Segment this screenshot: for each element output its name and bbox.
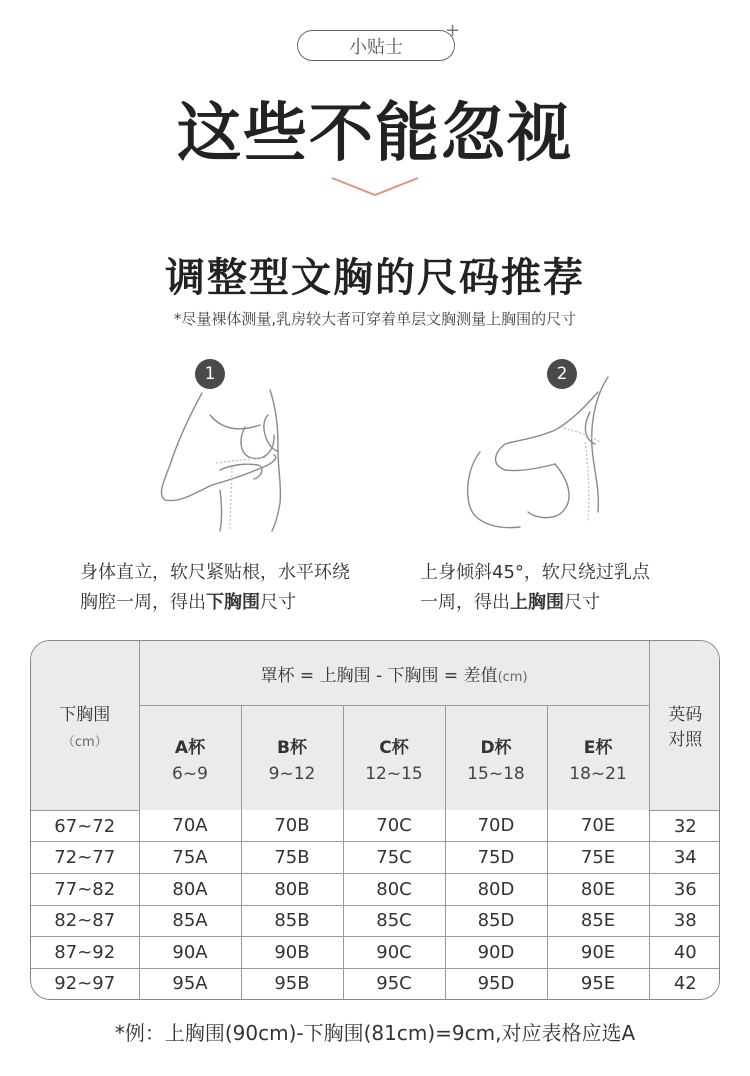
table-row: [31, 905, 720, 937]
step-2-line2: [420, 588, 650, 618]
step-1-number: 1: [204, 364, 216, 384]
step-1-line2-bold: 下胸围: [206, 592, 260, 613]
underbust-header: [31, 641, 139, 810]
cup-header-2: [343, 706, 445, 811]
uk-cell: 42: [649, 968, 720, 999]
section-title: 调整型文胸的尺码推荐: [165, 255, 585, 301]
size-cell: 75D: [445, 842, 547, 874]
size-rows: [31, 810, 720, 999]
step-2-line2-pre: 一周，得出: [420, 592, 510, 613]
step-2-line1: 上身倾斜45°，软尺绕过乳点: [420, 562, 650, 583]
size-cell: 80D: [445, 873, 547, 905]
table-row: [31, 810, 720, 842]
size-cell: 75E: [547, 842, 649, 874]
step-1-line2-pre: 胸腔一周，得出: [80, 592, 206, 613]
uk-cell: 40: [649, 937, 720, 969]
uk-cell: 36: [649, 873, 720, 905]
underbust-cell: 92~97: [31, 968, 139, 999]
size-cell: 90C: [343, 937, 445, 969]
cup-range: 9~12: [268, 763, 316, 784]
cup-header-4: [547, 706, 649, 811]
table-row: [31, 842, 720, 874]
size-cell: 70E: [547, 810, 649, 842]
size-cell: 95A: [139, 968, 241, 999]
size-chart-table: [30, 640, 720, 1000]
overbust-measure-illustration: [460, 372, 620, 532]
step-1-line2: [80, 588, 350, 618]
step-2-number: 2: [556, 364, 568, 384]
uk-cell: 34: [649, 842, 720, 874]
uk-cell: 38: [649, 905, 720, 937]
cup-range: 18~21: [569, 763, 627, 784]
measure-note: *尽量裸体测量,乳房较大者可穿着单层文胸测量上胸围的尺寸: [173, 310, 577, 328]
cup-name: A杯: [174, 737, 206, 758]
tip-tag: [297, 30, 455, 61]
underbust-header-unit: （cm）: [61, 735, 108, 751]
cup-name: E杯: [583, 737, 613, 758]
size-cell: 90B: [241, 937, 343, 969]
size-cell: 70C: [343, 810, 445, 842]
size-cell: 85E: [547, 905, 649, 937]
size-cell: 95E: [547, 968, 649, 999]
size-cell: 90A: [139, 937, 241, 969]
step-2-line2-post: 尺寸: [564, 592, 600, 613]
size-cell: 75A: [139, 842, 241, 874]
size-cell: 70B: [241, 810, 343, 842]
cup-formula-unit: (cm): [497, 669, 528, 685]
cup-range: 6~9: [172, 763, 208, 784]
cup-header-3: [445, 706, 547, 811]
underbust-cell: 67~72: [31, 810, 139, 842]
page-title: 这些不能忽视: [177, 97, 573, 171]
size-cell: 75C: [343, 842, 445, 874]
size-cell: 85B: [241, 905, 343, 937]
table-row: [31, 873, 720, 905]
size-cell: 80A: [139, 873, 241, 905]
step-1-line1: 身体直立，软尺紧贴根，水平环绕: [80, 562, 350, 583]
cup-name: C杯: [379, 737, 409, 758]
cup-range: 15~18: [467, 763, 525, 784]
cup-range: 12~15: [365, 763, 423, 784]
step-1-line2-post: 尺寸: [260, 592, 296, 613]
size-cell: 70A: [139, 810, 241, 842]
table-row: [31, 937, 720, 969]
size-cell: 90D: [445, 937, 547, 969]
size-cell: 80B: [241, 873, 343, 905]
size-cell: 85D: [445, 905, 547, 937]
size-cell: 80C: [343, 873, 445, 905]
size-cell: 70D: [445, 810, 547, 842]
uk-cell: 32: [649, 810, 720, 842]
step-2-line2-bold: 上胸围: [510, 592, 564, 613]
underbust-cell: 87~92: [31, 937, 139, 969]
cup-header-1: [241, 706, 343, 811]
uk-size-header-line2: 对照: [668, 730, 703, 751]
step-2-caption: [420, 558, 650, 618]
table-row: [31, 968, 720, 999]
cup-name: D杯: [480, 737, 512, 758]
plus-icon: +: [445, 20, 461, 41]
size-cell: 95B: [241, 968, 343, 999]
size-cell: 90E: [547, 937, 649, 969]
cup-header-0: [139, 706, 241, 811]
size-cell: 95D: [445, 968, 547, 999]
cup-formula-text: 罩杯 = 上胸围 - 下胸围 = 差值: [260, 665, 498, 686]
size-cell: 95C: [343, 968, 445, 999]
size-cell: 85A: [139, 905, 241, 937]
underbust-cell: 82~87: [31, 905, 139, 937]
underbust-cell: 72~77: [31, 842, 139, 874]
cup-formula-header: [139, 641, 649, 706]
chevron-down-icon: [330, 175, 420, 199]
size-cell: 75B: [241, 842, 343, 874]
example-note: *例：上胸围(90cm)-下胸围(81cm)=9cm,对应表格应选A: [114, 1021, 636, 1045]
size-cell: 85C: [343, 905, 445, 937]
cup-name: B杯: [277, 737, 307, 758]
uk-size-header-line1: 英码: [668, 705, 703, 726]
underbust-cell: 77~82: [31, 873, 139, 905]
tip-tag-label: 小贴士: [349, 36, 403, 58]
size-cell: 80E: [547, 873, 649, 905]
underbust-measure-illustration: [150, 385, 310, 535]
underbust-header-label: 下胸围: [59, 705, 111, 726]
uk-size-header: [649, 641, 720, 810]
step-1-caption: [80, 558, 350, 618]
